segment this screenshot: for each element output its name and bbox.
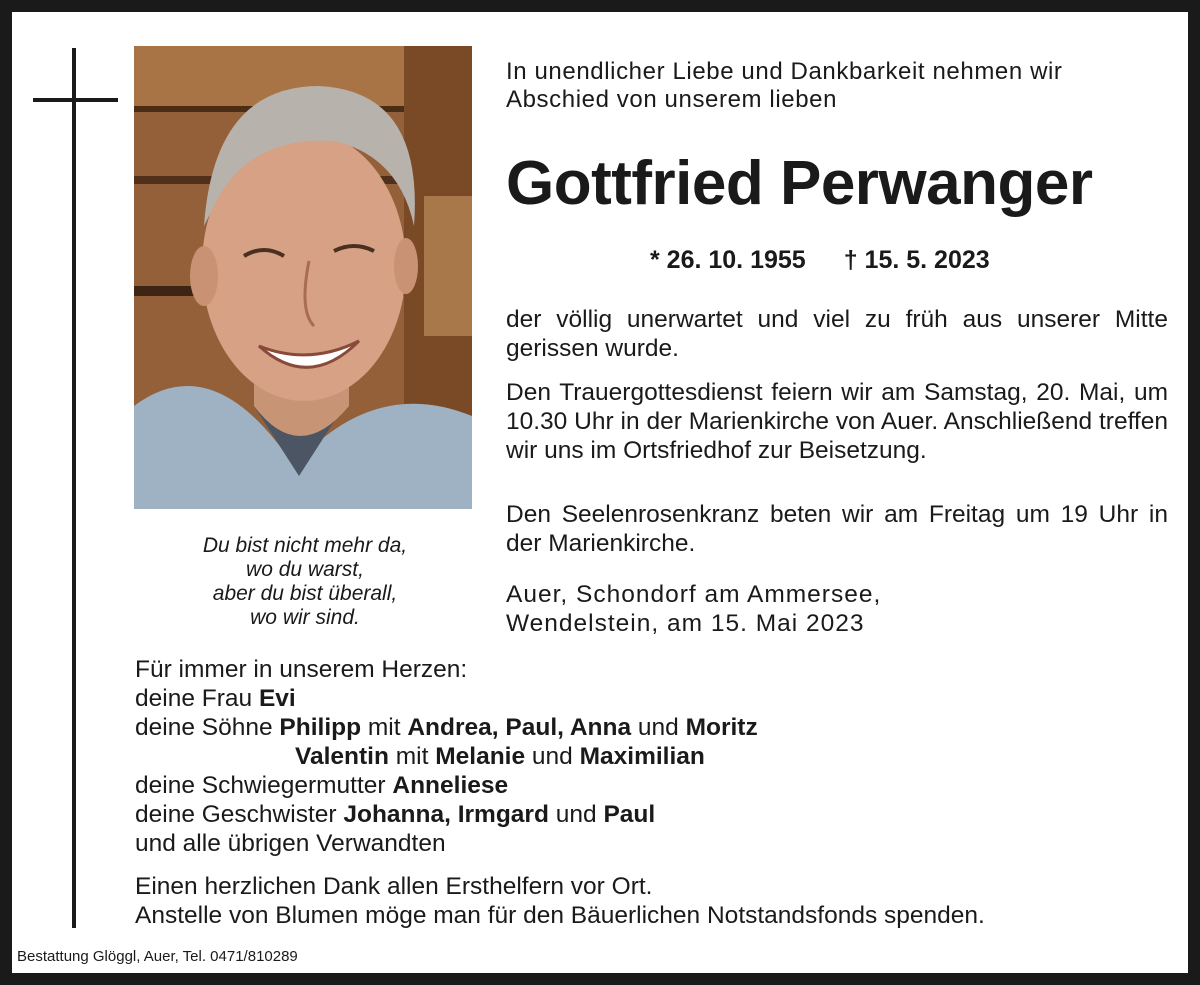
mourner-name: Evi [258,685,296,712]
funeral-home-footer: Bestattung Glöggl, Auer, Tel. 0471/810289 [17,948,298,965]
mourner-name: Moritz [685,714,758,741]
mourner-name: Paul [603,801,656,828]
mourner-wife [135,684,1175,713]
poem-line: Du bist nicht mehr da, [202,534,408,557]
death-date: † 15. 5. 2023 [843,246,990,274]
mourner-mother-in-law [135,771,1175,800]
mourners-list [135,655,1175,858]
mourner-siblings [135,800,1175,829]
poem-line: aber du bist überall, [212,582,398,605]
mourner-name: Andrea, Paul, Anna [407,714,632,741]
mourner-name: Maximilian [579,743,705,770]
paragraph-rosary: Den Seelenrosenkranz beten wir am Freitag um 19 Uhr in der Marienkirche. [506,501,1168,557]
thanks-line: Einen herzlichen Dank allen Ersthelfern vor Ort. [135,873,653,900]
poem-line: wo du warst, [246,558,364,581]
connector: und [525,743,580,770]
place-line: Auer, Schondorf am Ammersee, [506,581,882,608]
mourners-heading: Für immer in unserem Herzen: [135,656,468,683]
mourner-son2 [135,742,1175,771]
relation-label: deine Söhne [135,714,280,741]
relation-label: deine Frau [135,685,259,712]
relation-label: deine Geschwister [135,801,344,828]
life-dates [650,246,990,275]
mourner-sons [135,713,1175,742]
thanks-line: Anstelle von Blumen möge man für den Bäuerlichen Notstandsfonds spenden. [135,902,985,929]
poem-line: wo wir sind. [250,606,360,629]
place-line: Wendelstein, am 15. Mai 2023 [506,610,865,637]
mourner-name: Philipp [279,714,362,741]
intro-line: Abschied von unserem lieben [506,86,838,113]
connector: und [548,801,604,828]
poem [140,534,470,630]
place-date [506,580,1170,638]
relation-label: deine Schwiegermutter [135,772,393,799]
cross-icon-bar [33,98,118,102]
thanks-text [135,872,1175,930]
paragraph-passing: der völlig unerwartet und viel zu früh aus unserer Mitte gerissen wurde. [506,306,1168,362]
mourner-name: Johanna, Irmgard [343,801,549,828]
portrait-photo [134,46,472,509]
deceased-name: Gottfried Perwanger [506,149,1093,218]
cross-icon [72,48,76,928]
paragraph-funeral: Den Trauergottesdienst feiern wir am Samstag, 20. Mai, um 10.30 Uhr in der Marienkirche von Auer. Anschließend treffen wir uns im Ortsfriedhof zur Beisetzung. [506,379,1168,464]
connector: mit [361,714,408,741]
intro-line: In unendlicher Liebe und Dankbarkeit nehmen wir [506,58,1063,85]
mourner-others: und alle übrigen Verwandten [135,830,446,857]
mourner-name: Anneliese [392,772,509,799]
mourner-name: Valentin [295,743,389,770]
mourner-name: Melanie [435,743,526,770]
connector: mit [388,743,436,770]
intro-text [506,58,1170,114]
connector: und [631,714,686,741]
birth-date: * 26. 10. 1955 [650,246,806,274]
